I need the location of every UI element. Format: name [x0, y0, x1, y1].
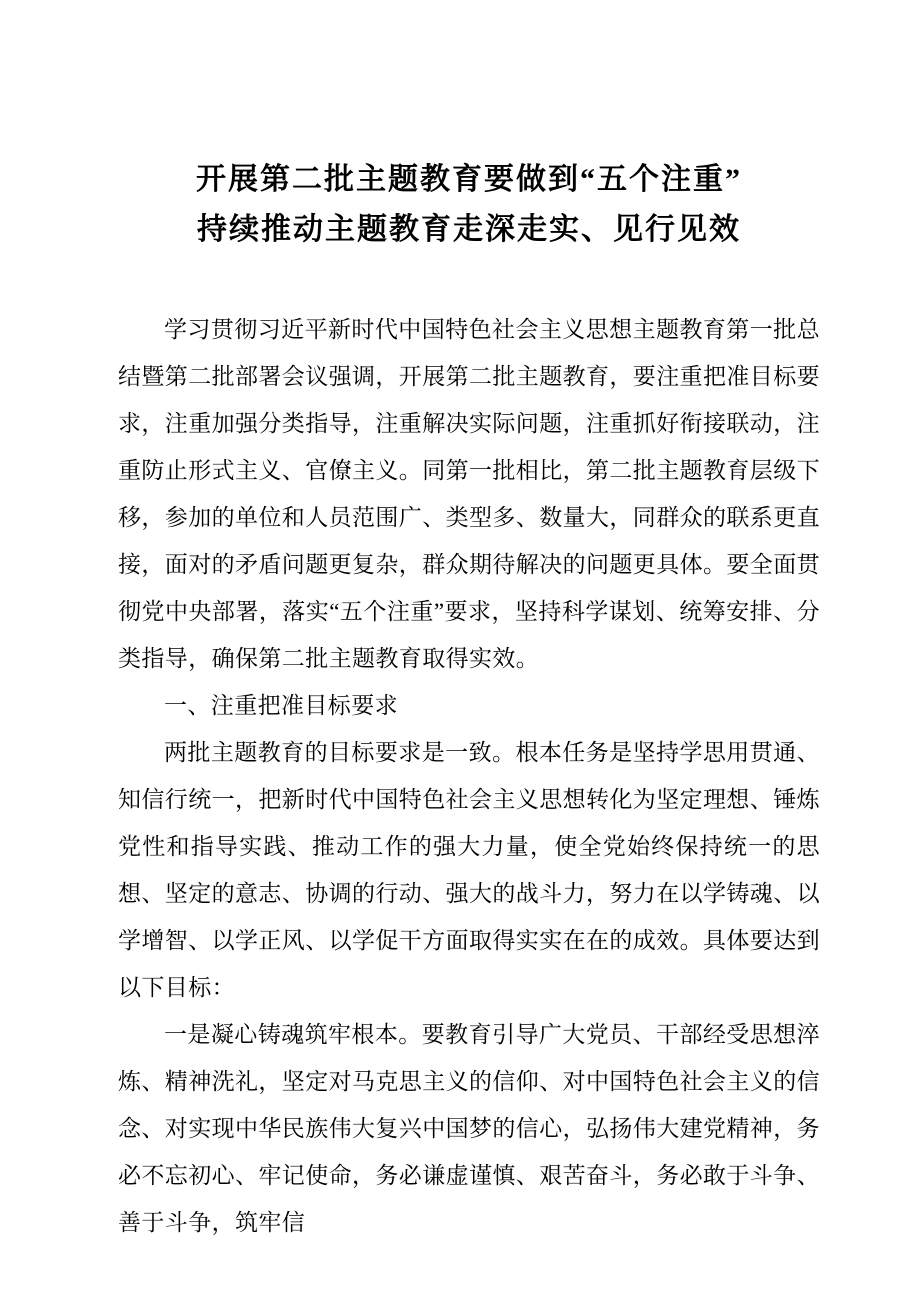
- paragraph-intro: 学习贯彻习近平新时代中国特色社会主义思想主题教育第一批总结暨第二批部署会议强调，开展第二批主题教育，要注重把准目标要求，注重加强分类指导，注重解决实际问题，注重抓好衔接联动，注重防止形式主义、官僚主义。同第一批相比，第二批主题教育层级下移，参加的单位和人员范围广、类型多、数量大，同群众的联系更直接，面对的矛盾问题更复杂，群众期待解决的问题更具体。要全面贯彻党中央部署，落实“五个注重”要求，坚持科学谋划、统筹安排、分类指导，确保第二批主题教育取得实效。: [118, 317, 820, 671]
- paragraph-goals-overview: 两批主题教育的目标要求是一致。根本任务是坚持学思用贯通、知信行统一，把新时代中国特色社会主义思想转化为坚定理想、锤炼党性和指导实践、推动工作的强大力量，使全党始终保持统一的思想、坚定的意志、协调的行动、强大的战斗力，努力在以学铸魂、以学增智、以学正风、以学促干方面取得实实在在的成效。具体要达到以下目标：: [118, 740, 820, 1000]
- document-title: [118, 155, 820, 255]
- document-title-line-1: 开展第二批主题教育要做到“五个注重”: [196, 163, 742, 196]
- paragraph-first-goal: 一是凝心铸魂筑牢根本。要教育引导广大党员、干部经受思想淬炼、精神洗礼，坚定对马克思主义的信仰、对中国特色社会主义的信念、对实现中华民族伟大复兴中国梦的信心，弘扬伟大建党精神，务必不忘初心、牢记使命，务必谦虚谨慎、艰苦奋斗，务必敢于斗争、善于斗争，筑牢信: [118, 1022, 820, 1235]
- section-heading-1: 一、注重把准目标要求: [164, 693, 398, 718]
- document-body: [118, 306, 820, 1246]
- document-title-line-2: 持续推动主题教育走深走实、见行见效: [197, 213, 741, 246]
